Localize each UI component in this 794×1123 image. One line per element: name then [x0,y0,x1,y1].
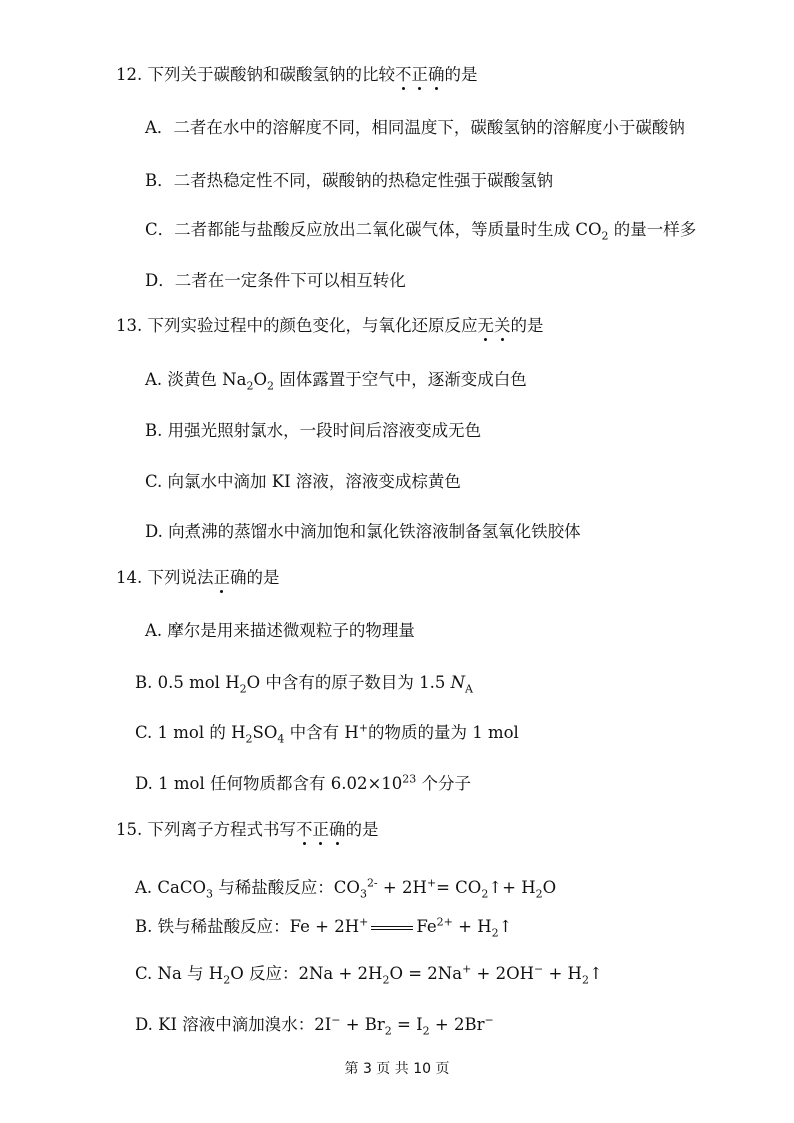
reaction-equals-sign [371,926,413,930]
emphasis-char: 正 [312,820,329,839]
emphasis-char: 关 [494,316,511,335]
emphasis-char: 正 [411,65,428,84]
q12-option-a: A．二者在水中的溶解度不同，相同温度下，碳酸氢钠的溶解度小于碳酸钠 [145,118,685,137]
q14-option-d: D. 1 mol 任何物质都含有 $6.02\times 10^{23}$ 个分子 [135,772,472,793]
emphasis-char: 确 [329,820,346,839]
q14-option-b: B. 0.5 mol $H_2O$ 中含有的原子数目为 1.5 $N_A$ [135,673,473,696]
emphasis-char: 不 [395,65,412,84]
q12-stem: 12. 下列关于碳酸钠和碳酸氢钠的比较不正确的是 [116,65,478,84]
page-footer: 第 3 页 共 10 页 [344,1061,450,1077]
emphasis-char: 正 [213,568,230,587]
emphasis-char: 不 [296,820,313,839]
q13-option-c: C. 向氯水中滴加 KI 溶液，溶液变成棕黄色 [145,472,461,491]
q14-option-c: C. 1 mol 的 $H_2SO_4$ 中含有 H+的物质的量为 1 mol [135,721,519,746]
q13-option-a: A. 淡黄色 $Na_2O_2$ 固体露置于空气中，逐渐变成白色 [145,370,527,393]
q14-stem: 14. 下列说法正确的是 [116,568,280,587]
q15-option-a: A. CaCO$_3$ 与稀盐酸反应：$CO_3^{2-} + 2H^+=$ $CO_2↑+ H_2O$ [135,876,557,901]
q15-option-d: D. KI 溶液中滴加溴水：$2I^- + Br_2 = I_2 + 2Br^-$ [135,1013,494,1038]
emphasis-char: 确 [428,65,445,84]
q15-option-b: B. 铁与稀盐酸反应：Fe + 2H+ $Fe^{2+}$ + $H_2↑$ [135,915,513,940]
q15-option-c: C. Na 与 $H_2O$ 反应：$2Na + 2H_2O = 2Na^+ + 2OH^-$ + $H_2↑$ [135,962,603,987]
q12-option-c: C．二者都能与盐酸反应放出二氧化碳气体，等质量时生成 $CO_2$ 的量一样多 [145,220,697,243]
q15-stem: 15. 下列离子方程式书写不正确的是 [116,820,379,839]
emphasis-char: 无 [477,316,494,335]
q14-option-a: A. 摩尔是用来描述微观粒子的物理量 [145,621,415,640]
q12-option-b: B．二者热稳定性不同，碳酸钠的热稳定性强于碳酸氢钠 [145,171,554,190]
q13-stem: 13. 下列实验过程中的颜色变化，与氧化还原反应无关的是 [116,316,544,335]
q12-option-d: D．二者在一定条件下可以相互转化 [145,271,406,290]
q13-option-b: B. 用强光照射氯水，一段时间后溶液变成无色 [145,421,482,440]
q13-option-d: D. 向煮沸的蒸馏水中滴加饱和氯化铁溶液制备氢氧化铁胶体 [145,522,581,541]
